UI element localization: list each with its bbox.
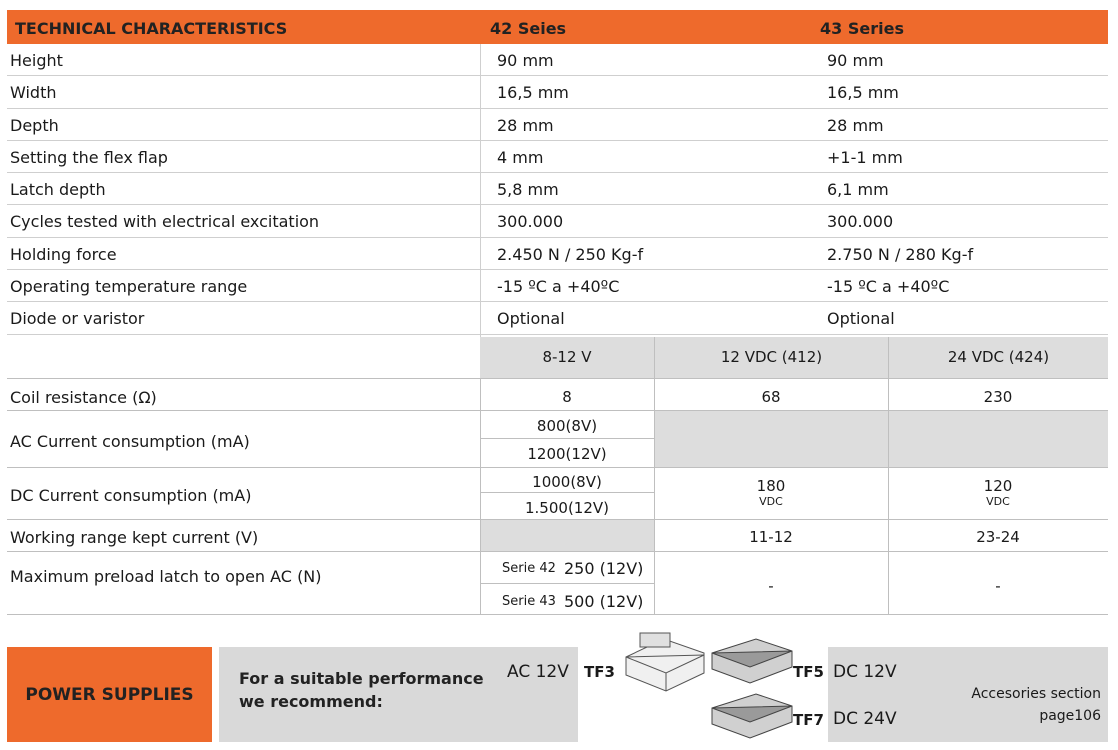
spec-row bbox=[7, 205, 1108, 237]
spec-43: -15 ºC a +40ºC bbox=[827, 277, 950, 297]
column-divider bbox=[480, 44, 481, 337]
spec-43: Optional bbox=[827, 309, 895, 329]
tf3-label: TF3 bbox=[584, 663, 615, 681]
spec-42: Optional bbox=[497, 309, 565, 329]
volt-header-1: 8-12 V bbox=[480, 337, 654, 378]
rule bbox=[7, 551, 1108, 552]
spec-43: 28 mm bbox=[827, 115, 884, 135]
coil-label: Coil resistance (Ω) bbox=[10, 388, 157, 407]
spec-42: 90 mm bbox=[497, 51, 554, 70]
spec-43: 2.750 N / 280 Kg-f bbox=[827, 244, 974, 264]
ac-12v-label: AC 12V bbox=[507, 662, 569, 682]
dc-v2: 180 VDC bbox=[756, 477, 786, 508]
tf5-device-icon bbox=[710, 637, 794, 685]
spec-label: Holding force bbox=[10, 244, 117, 264]
spec-row bbox=[7, 302, 1108, 334]
spec-43: 6,1 mm bbox=[827, 180, 889, 200]
dc-v1b: 1.500(12V) bbox=[525, 499, 609, 517]
tf3-device-icon bbox=[620, 627, 708, 695]
tf5-label: TF5 bbox=[793, 663, 824, 681]
accessories-ref: Accesories section page106 bbox=[971, 686, 1101, 724]
tf7-device-icon bbox=[710, 692, 794, 740]
spec-row bbox=[7, 141, 1108, 173]
ac-empty bbox=[654, 410, 1108, 467]
header-43: 43 Series bbox=[820, 19, 904, 38]
vrule bbox=[888, 378, 889, 615]
dc-24v-label: DC 24V bbox=[833, 709, 897, 729]
spec-row bbox=[7, 76, 1108, 108]
spec-43: 300.000 bbox=[827, 212, 894, 232]
coil-v3: 230 bbox=[983, 388, 1013, 406]
rule bbox=[480, 492, 654, 493]
preload-s42-val: 250 (12V) bbox=[564, 559, 644, 578]
coil-v1: 8 bbox=[562, 388, 572, 406]
rule bbox=[7, 614, 1108, 615]
volt-header-3: 24 VDC (424) bbox=[888, 337, 1108, 378]
spec-43: +1-1 mm bbox=[827, 147, 903, 167]
preload-s43-tag: Serie 43 bbox=[502, 594, 556, 609]
rule bbox=[7, 467, 1108, 468]
spec-label: Setting the flex flap bbox=[10, 147, 168, 167]
spec-43: 16,5 mm bbox=[827, 83, 899, 103]
accessories-box bbox=[828, 647, 1108, 742]
spec-label: Width bbox=[10, 83, 57, 103]
spec-row bbox=[7, 270, 1108, 302]
working-label: Working range kept current (V) bbox=[10, 528, 259, 547]
rule bbox=[7, 378, 1108, 379]
spec-label: Operating temperature range bbox=[10, 277, 248, 297]
preload-v2: - bbox=[768, 577, 774, 595]
spec-42: -15 ºC a +40ºC bbox=[497, 277, 620, 297]
preload-label: Maximum preload latch to open AC (N) bbox=[10, 567, 322, 586]
spec-label: Height bbox=[10, 51, 63, 70]
ac-v1a: 800(8V) bbox=[536, 417, 598, 435]
spec-42: 300.000 bbox=[497, 212, 564, 232]
rule bbox=[480, 438, 654, 439]
spec-43: 90 mm bbox=[827, 51, 884, 70]
working-v3: 23-24 bbox=[976, 528, 1020, 546]
spec-row bbox=[7, 238, 1108, 270]
ac-v1b: 1200(12V) bbox=[527, 445, 607, 463]
spec-row bbox=[7, 44, 1108, 76]
power-supplies-badge: POWER SUPPLIES bbox=[7, 647, 212, 742]
rule bbox=[7, 410, 1108, 411]
rule bbox=[7, 519, 1108, 520]
rule bbox=[480, 583, 654, 584]
tf7-label: TF7 bbox=[793, 711, 824, 729]
voltage-table bbox=[7, 337, 1108, 615]
spec-row bbox=[7, 173, 1108, 205]
ac-label: AC Current consumption (mA) bbox=[10, 432, 250, 451]
table-header bbox=[7, 10, 1108, 44]
spec-label: Depth bbox=[10, 115, 59, 135]
header-title: TECHNICAL CHARACTERISTICS bbox=[15, 19, 288, 38]
recommend-text: For a suitable performance we recommend: bbox=[239, 669, 484, 711]
vrule bbox=[654, 378, 655, 615]
spec-label: Latch depth bbox=[10, 180, 106, 200]
dc-v1a: 1000(8V) bbox=[532, 473, 602, 491]
volt-header-2: 12 VDC (412) bbox=[654, 337, 888, 378]
dc-v3: 120 VDC bbox=[983, 477, 1013, 508]
spec-42: 28 mm bbox=[497, 115, 554, 135]
dc-label: DC Current consumption (mA) bbox=[10, 486, 252, 505]
spec-42: 4 mm bbox=[497, 147, 544, 167]
coil-v2: 68 bbox=[761, 388, 781, 406]
spec-label: Cycles tested with electrical excitation bbox=[10, 212, 320, 232]
spec-42: 16,5 mm bbox=[497, 83, 569, 103]
preload-s42-tag: Serie 42 bbox=[502, 561, 556, 576]
working-v2: 11-12 bbox=[749, 528, 793, 546]
spec-42: 2.450 N / 250 Kg-f bbox=[497, 244, 644, 264]
dc-12v-label: DC 12V bbox=[833, 662, 897, 682]
spec-table bbox=[7, 10, 1108, 335]
vrule bbox=[480, 378, 481, 615]
preload-s43-val: 500 (12V) bbox=[564, 592, 644, 611]
recommend-box bbox=[219, 647, 578, 742]
preload-v3: - bbox=[995, 577, 1001, 595]
spec-row bbox=[7, 109, 1108, 141]
spec-42: 5,8 mm bbox=[497, 180, 559, 200]
header-42: 42 Seies bbox=[490, 19, 567, 38]
spec-label: Diode or varistor bbox=[10, 309, 145, 329]
working-empty bbox=[480, 519, 654, 551]
